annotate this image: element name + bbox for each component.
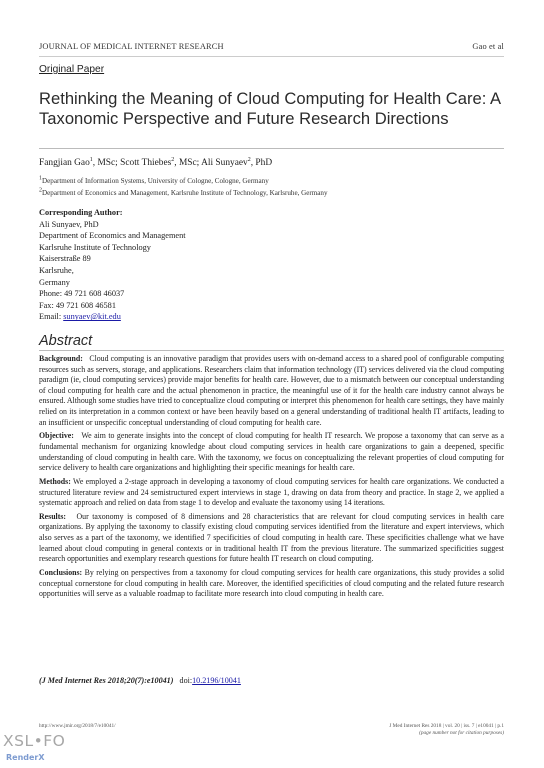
section-label: Conclusions: <box>39 568 83 578</box>
section-label: Results: <box>39 511 67 521</box>
author-name: Scott Thiebes <box>120 158 172 168</box>
author-degree: , MSc; <box>174 158 202 168</box>
abstract-section-results <box>39 512 504 565</box>
affiliation-text: Department of Economics and Management, Karlsruhe Institute of Technology, Karlsruhe, Germany <box>42 189 328 197</box>
author-degree: , PhD <box>250 158 273 168</box>
section-text: Our taxonomy is composed of 8 dimensions and 28 characteristics that are relevant for cloud computing services in health care organizations. By applying the taxonomy to classify existing cloud computing services identified from the literature and expert interviews, which also serves as a part of the taxonomy, we identified 7 specificities of cloud computing in health care. These specificities challenge what we have learned about cloud computing in general contexts or in traditional health IT from the previous literature. The summarized specificities suggest research opportunities and exemplary research questions for future health IT research on cloud computing. <box>39 511 504 564</box>
section-text: Cloud computing is an innovative paradigm that provides users with on-demand access to a shared pool of configurable computing resources such as servers, storage, and applications. Researchers claim that information technology (IT) services delivered via the cloud computing paradigm (ie, cloud computing services) provide major benefits for health care. However, due to a mismatch between our conceptual understanding of cloud computing for health care and the actual phenomenon in practice, the meaningful use of it for the health care industry cannot always be ensured. Although some studies have tried to conceptualize cloud computing or interpret this phenomenon for health care settings, they have mainly relied on its interpretation in a common context or have been heavily based on a general understanding of traditional health IT artifacts, leading to an insufficient or unspecific conceptual understanding of cloud computing for health care. <box>39 354 504 427</box>
author-affiliation-mark: 2 <box>171 156 175 163</box>
abstract-heading: Abstract <box>39 333 93 349</box>
affiliation-mark: 1 <box>39 175 42 182</box>
article-title: Rethinking the Meaning of Cloud Computing for Health Care: A Taxonomic Perspective and Future Research Directions <box>39 89 501 128</box>
abstract-section-methods <box>39 477 504 509</box>
section-label: Methods: <box>39 476 71 486</box>
title-divider <box>39 148 504 149</box>
corresponding-line: Kaiserstraße 89 <box>39 254 91 264</box>
corresponding-line: Karlsruhe Institute of Technology <box>39 242 151 252</box>
citation-text: (J Med Internet Res 2018;20(7):e10041) <box>39 676 174 685</box>
corresponding-line: Department of Economics and Management <box>39 231 186 241</box>
corresponding-line: Germany <box>39 277 70 287</box>
affiliation-text: Department of Information Systems, University of Cologne, Cologne, Germany <box>42 177 269 185</box>
section-label: Objective: <box>39 431 74 441</box>
author-name: Fangjian Gao <box>39 158 90 168</box>
article-type: Original Paper <box>39 64 105 75</box>
author-affiliation-mark: 2 <box>247 156 251 163</box>
citation-line <box>39 676 241 685</box>
abstract-section-background <box>39 354 504 428</box>
author-name: Ali Sunyaev <box>201 158 248 168</box>
corresponding-line: Phone: 49 721 608 46037 <box>39 289 125 299</box>
section-label: Background: <box>39 354 83 363</box>
affiliation <box>39 177 269 185</box>
journal-name: JOURNAL OF MEDICAL INTERNET RESEARCH <box>39 42 224 51</box>
author-list <box>39 158 272 168</box>
abstract-divider <box>39 350 504 351</box>
affiliation-mark: 2 <box>39 187 42 194</box>
corresponding-line: Ali Sunyaev, PhD <box>39 219 99 229</box>
affiliation <box>39 189 328 197</box>
author-affiliation-mark: 1 <box>89 156 93 163</box>
email-link[interactable]: sunyaev@kit.edu <box>63 312 121 322</box>
section-text: We aim to generate insights into the concept of cloud computing for health IT research. We propose a taxonomy that can serve as a fundamental mechanism for organizing knowledge about cloud computing services in health care organizations to gain a deepened, specific understanding of cloud computing in health care. With the taxonomy, we focus on conceptualizing the relevant properties of cloud computing for service delivery to health care organizations and highlighting their specific meanings for health care. <box>39 431 504 473</box>
abstract-section-objective <box>39 431 504 473</box>
doi-link[interactable]: 10.2196/10041 <box>192 676 241 685</box>
abstract-body <box>39 354 504 603</box>
corresponding-author-block <box>39 207 186 323</box>
email-line <box>39 311 186 323</box>
running-author: Gao et al <box>472 42 504 51</box>
footer-volume-info: J Med Internet Res 2018 | vol. 20 | iss. 7 | e10041 | p.1 <box>389 723 504 729</box>
author-degree: , MSc; <box>92 158 121 168</box>
doi-label: doi: <box>179 676 193 685</box>
abstract-section-conclusions <box>39 568 504 600</box>
section-text: By relying on perspectives from a taxonomy for cloud computing services for health care organizations, this study provides a solid conceptual cornerstone for cloud computing in health care. Moreover, the identified specificities of cloud computing and the related future research opportunities will serve as a valuable roadmap to facilitate more research into cloud computing in health care. <box>39 568 504 599</box>
corresponding-line: Karlsruhe, <box>39 265 74 275</box>
renderx-watermark: RenderX <box>6 753 45 762</box>
footer-page-note: (page number not for citation purposes) <box>419 730 504 736</box>
corresponding-line: Fax: 49 721 608 46581 <box>39 300 116 310</box>
footer-journal-info <box>389 723 504 736</box>
section-text: We employed a 2-stage approach in developing a taxonomy of cloud computing services for health care organizations. We conducted a structured literature review and 24 semistructured expert interviews in stage 1, drawing on data from theory and practice. In stage 2, we applied a systematic approach and relied on data from stage 1 to develop and evaluate the taxonomy using 14 iterations. <box>39 476 504 508</box>
footer-url: http://www.jmir.org/2018/7/e10041/ <box>39 723 116 729</box>
email-label: Email: <box>39 312 64 322</box>
xslfo-watermark: XSL•FO <box>3 732 66 750</box>
corresponding-author-heading: Corresponding Author: <box>39 208 123 217</box>
header-divider <box>39 56 504 57</box>
